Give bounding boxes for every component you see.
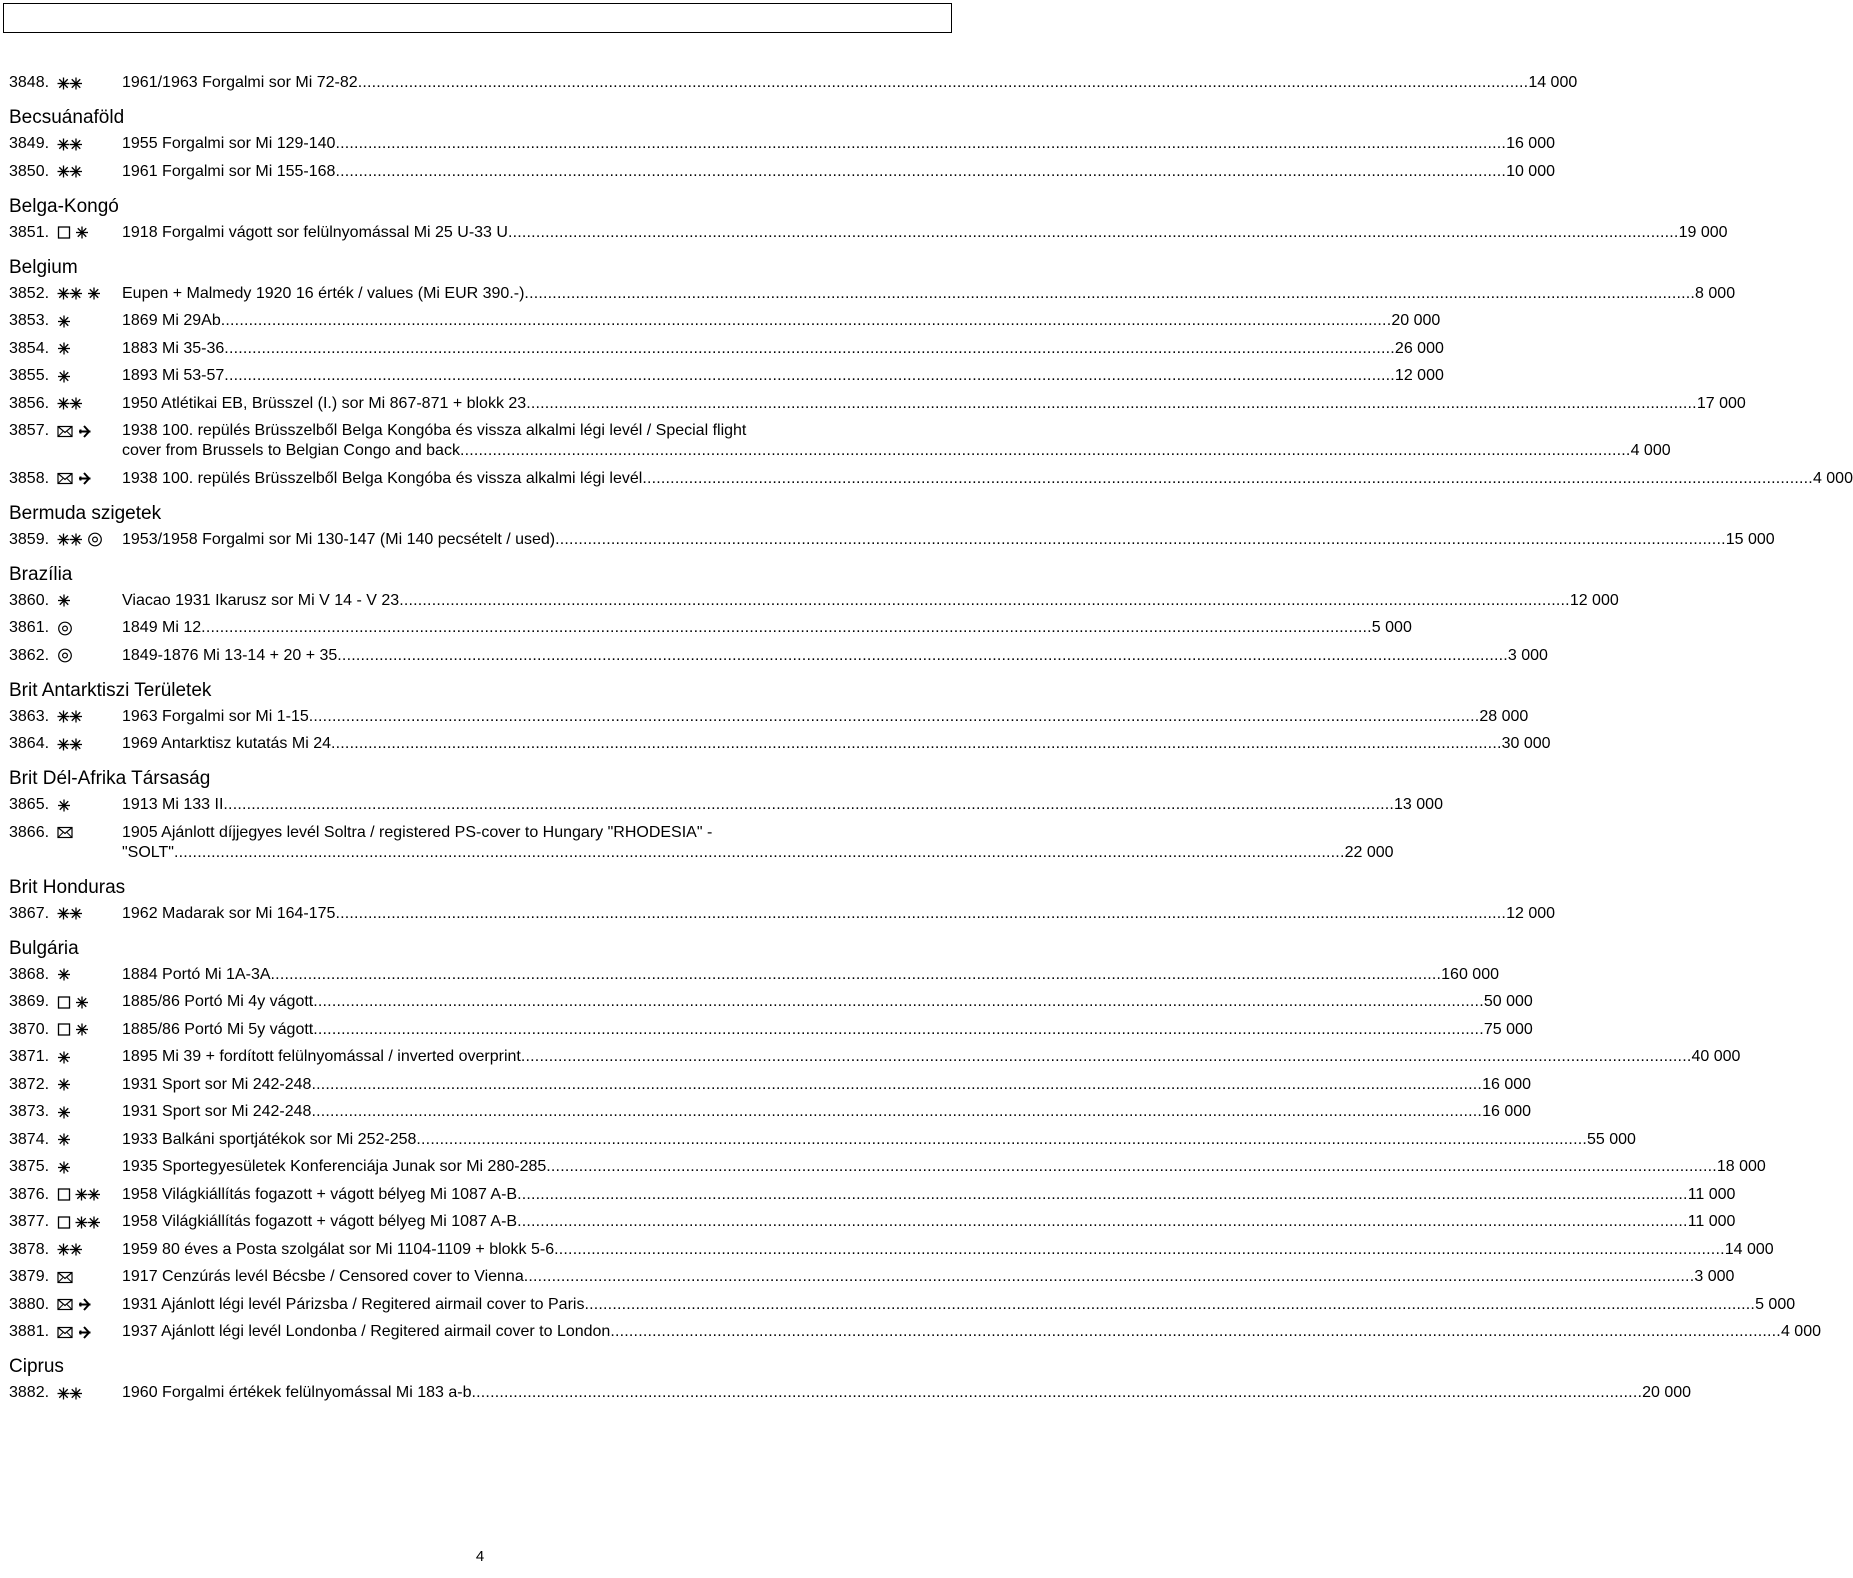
lot-number: 3857. <box>9 422 50 439</box>
lot-number: 3859. <box>9 530 50 548</box>
country-heading: Brazília <box>9 563 73 585</box>
condition-icons <box>57 1020 122 1040</box>
lot-description: 1950 Atlétikai EB, Brüsszel (I.) sor Mi 867-871 + blokk 23 <box>122 394 527 412</box>
dot-leader <box>271 965 1442 985</box>
lot-description: "SOLT" <box>122 843 174 861</box>
lot-price: 30 000 <box>1501 735 1551 752</box>
lot-number: 3870. <box>9 1020 50 1038</box>
condition-icons <box>57 134 122 154</box>
condition-icons <box>57 421 122 441</box>
lot-price: 12 000 <box>1506 904 1556 922</box>
country-heading: Ciprus <box>9 1356 64 1377</box>
lot-price: 26 000 <box>1394 339 1444 357</box>
dot-leader <box>517 1212 1688 1232</box>
mint-hinged-icon <box>75 995 89 1010</box>
condition-icons <box>57 992 122 1012</box>
airmail-icon <box>77 1325 93 1340</box>
lot-entry <box>9 1102 1532 1122</box>
country-heading: Belgium <box>9 256 78 278</box>
lot-price: 20 000 <box>1391 312 1441 329</box>
lot-price: 16 000 <box>1482 1103 1532 1120</box>
lot-entry <box>9 134 1555 154</box>
lot-description: 1958 Világkiállítás fogazott + vágott bélyeg Mi 1087 A-B <box>122 1213 518 1230</box>
lot-number: 3856. <box>9 394 50 412</box>
used-icon <box>87 532 103 547</box>
lot-description: 1895 Mi 39 + fordított felülnyomással / inverted overprint <box>122 1048 521 1065</box>
dot-leader <box>223 795 1394 815</box>
dot-leader <box>311 1075 1482 1095</box>
page-number: 4 <box>475 1548 485 1565</box>
lot-number: 3880. <box>9 1295 50 1313</box>
lot-price: 13 000 <box>1394 796 1443 813</box>
mint-hinged-icon <box>75 225 89 240</box>
mint-never-hinged-icon <box>75 1215 101 1230</box>
imperforate-icon <box>57 1022 71 1037</box>
condition-icons <box>57 646 122 666</box>
lot-entry <box>9 1383 1692 1403</box>
imperforate-icon <box>57 995 71 1010</box>
condition-icons <box>57 1047 122 1067</box>
mint-hinged-icon <box>57 314 71 329</box>
lot-number: 3862. <box>9 646 50 664</box>
lot-number: 3854. <box>9 339 50 357</box>
dot-leader <box>526 394 1697 414</box>
mint-never-hinged-icon <box>57 137 83 152</box>
mint-hinged-icon <box>75 1022 89 1037</box>
lot-description: 1935 Sportegyesületek Konferenciája Junak sor Mi 280-285 <box>122 1158 547 1175</box>
lot-description: 1953/1958 Forgalmi sor Mi 130-147 (Mi 140 pecsételt / used) <box>122 530 556 548</box>
mint-hinged-icon <box>57 1160 71 1175</box>
lot-entry <box>9 1047 1741 1067</box>
lot-entry <box>9 366 1444 386</box>
lot-description: 1931 Sport sor Mi 242-248 <box>122 1075 312 1093</box>
mint-never-hinged-icon <box>57 709 83 724</box>
condition-icons <box>57 394 122 414</box>
lot-price: 10 000 <box>1506 162 1555 180</box>
condition-icons <box>57 1212 122 1232</box>
lot-number: 3863. <box>9 707 50 725</box>
lot-number: 3882. <box>9 1384 50 1401</box>
dot-leader <box>221 311 1392 331</box>
condition-icons <box>57 591 122 611</box>
lot-price: 14 000 <box>1724 1240 1774 1258</box>
dot-leader <box>555 530 1726 550</box>
lot-price: 19 000 <box>1678 223 1728 241</box>
condition-icons <box>57 1322 122 1342</box>
dot-leader <box>610 1322 1781 1342</box>
dot-leader <box>584 1295 1755 1315</box>
condition-icons <box>57 823 122 843</box>
lot-price: 11 000 <box>1687 1185 1736 1203</box>
lot-description: 1849-1876 Mi 13-14 + 20 + 35 <box>122 646 338 664</box>
lot-entry <box>9 1185 1736 1205</box>
condition-icons <box>57 1102 122 1122</box>
condition-icons <box>57 618 122 638</box>
mint-hinged-icon <box>57 1105 71 1120</box>
lot-price: 14 000 <box>1528 74 1578 91</box>
lot-entry <box>9 339 1444 359</box>
lot-description: 1962 Madarak sor Mi 164-175 <box>122 904 336 922</box>
dot-leader <box>508 223 1679 243</box>
airmail-icon <box>77 424 93 439</box>
lot-price: 50 000 <box>1483 993 1533 1010</box>
lot-entry <box>9 591 1619 611</box>
imperforate-icon <box>57 225 71 240</box>
lot-description: 1849 Mi 12 <box>122 619 202 636</box>
lot-entry <box>9 469 1853 489</box>
lot-entry <box>9 1267 1735 1287</box>
lot-description: 1893 Mi 53-57 <box>122 367 225 384</box>
lot-entry <box>9 618 1412 638</box>
airmail-icon <box>77 471 93 486</box>
mint-hinged-icon <box>57 369 71 384</box>
lot-entry <box>9 530 1775 550</box>
dot-leader <box>335 904 1506 924</box>
mint-never-hinged-icon <box>57 532 83 547</box>
dot-leader <box>224 366 1395 386</box>
condition-icons <box>57 223 122 243</box>
condition-icons <box>57 366 122 386</box>
mint-never-hinged-icon <box>57 1242 83 1257</box>
lot-number: 3861. <box>9 619 50 636</box>
lot-price: 40 000 <box>1691 1048 1741 1065</box>
lot-description: 1884 Portó Mi 1A-3A <box>122 965 271 983</box>
lot-entry <box>9 707 1529 727</box>
condition-icons <box>57 965 122 985</box>
header-box <box>3 3 952 33</box>
auction-list <box>9 73 1853 1411</box>
dot-leader <box>524 1267 1695 1287</box>
lot-description: 1885/86 Portó Mi 5y vágott <box>122 1020 314 1038</box>
cover-icon <box>57 424 73 439</box>
dot-leader <box>642 469 1813 489</box>
lot-entry <box>9 965 1499 985</box>
lot-number: 3876. <box>9 1185 50 1203</box>
condition-icons <box>57 1240 122 1260</box>
lot-description: 1883 Mi 35-36 <box>122 339 225 357</box>
lot-entry <box>9 1157 1766 1177</box>
lot-description: 1969 Antarktisz kutatás Mi 24 <box>122 735 331 752</box>
lot-number: 3874. <box>9 1130 50 1148</box>
dot-leader <box>472 1383 1643 1403</box>
lot-price: 28 000 <box>1479 707 1529 725</box>
lot-entry <box>9 1130 1636 1150</box>
lot-entry <box>9 1295 1796 1315</box>
lot-price: 75 000 <box>1483 1020 1533 1038</box>
country-heading: Bulgária <box>9 937 79 959</box>
lot-price: 22 000 <box>1344 843 1394 861</box>
lot-description: 1938 100. repülés Brüsszelből Belga Kongóba és vissza alkalmi légi levél <box>122 469 643 487</box>
lot-number: 3849. <box>9 135 50 152</box>
dot-leader <box>174 843 1345 863</box>
condition-icons <box>57 1295 122 1315</box>
lot-price: 20 000 <box>1642 1384 1692 1401</box>
lot-description: 1869 Mi 29Ab <box>122 312 221 329</box>
condition-icons <box>57 311 122 331</box>
lot-description: 1937 Ajánlott légi levél Londonba / Regitered airmail cover to London <box>122 1323 611 1340</box>
lot-entry <box>9 992 1533 1012</box>
airmail-icon <box>77 1297 93 1312</box>
lot-price: 3 000 <box>1507 646 1548 664</box>
dot-leader <box>337 646 1508 666</box>
lot-number: 3853. <box>9 312 50 329</box>
lot-price: 15 000 <box>1725 530 1775 548</box>
lot-description: 1905 Ajánlott díjjegyes levél Soltra / registered PS-cover to Hungary "RHODESIA" - <box>122 823 713 841</box>
used-icon <box>57 621 73 636</box>
lot-description: Viacao 1931 Ikarusz sor Mi V 14 - V 23 <box>122 591 400 609</box>
cover-icon <box>57 1325 73 1340</box>
imperforate-icon <box>57 1187 71 1202</box>
lot-entry <box>9 904 1556 924</box>
lot-price: 12 000 <box>1394 367 1444 384</box>
lot-description: 1960 Forgalmi értékek felülnyomással Mi 183 a-b <box>122 1384 472 1401</box>
lot-entry <box>9 1075 1532 1095</box>
lot-description: 1938 100. repülés Brüsszelből Belga Kongóba és vissza alkalmi légi levél / Special flight <box>122 422 747 439</box>
dot-leader <box>460 441 1631 461</box>
lot-price: 3 000 <box>1694 1268 1735 1285</box>
lot-description: 1963 Forgalmi sor Mi 1-15 <box>122 707 309 725</box>
condition-icons <box>57 1185 122 1205</box>
dot-leader <box>554 1240 1725 1260</box>
mint-hinged-icon <box>57 1132 71 1147</box>
dot-leader <box>399 591 1570 611</box>
condition-icons <box>57 1157 122 1177</box>
lot-description: 1958 Világkiállítás fogazott + vágott bélyeg Mi 1087 A-B <box>122 1185 518 1203</box>
lot-description: 1933 Balkáni sportjátékok sor Mi 252-258 <box>122 1130 417 1148</box>
dot-leader <box>311 1102 1482 1122</box>
dot-leader <box>358 73 1529 93</box>
lot-number: 3871. <box>9 1048 50 1065</box>
lot-number: 3873. <box>9 1103 50 1120</box>
condition-icons <box>57 1130 122 1150</box>
country-heading: Bermuda szigetek <box>9 502 162 524</box>
dot-leader <box>201 618 1372 638</box>
dot-leader <box>309 707 1480 727</box>
condition-icons <box>57 339 122 359</box>
country-heading: Brit Honduras <box>9 876 126 898</box>
condition-icons <box>57 734 122 754</box>
lot-entry <box>9 1020 1533 1040</box>
used-icon <box>57 648 73 663</box>
lot-description: Eupen + Malmedy 1920 16 érték / values (Mi EUR 390.-) <box>122 284 525 302</box>
lot-number: 3860. <box>9 591 50 609</box>
lot-description: 1955 Forgalmi sor Mi 129-140 <box>122 135 336 152</box>
lot-entry <box>9 311 1441 331</box>
dot-leader <box>416 1130 1587 1150</box>
lot-number: 3865. <box>9 796 50 813</box>
condition-icons <box>57 162 122 182</box>
lot-entry <box>9 823 1394 863</box>
mint-hinged-icon <box>57 341 71 356</box>
dot-leader <box>517 1185 1688 1205</box>
lot-description: 1885/86 Portó Mi 4y vágott <box>122 993 314 1010</box>
dot-leader <box>521 1047 1692 1067</box>
lot-entry <box>9 73 1578 93</box>
lot-description: 1961/1963 Forgalmi sor Mi 72-82 <box>122 74 358 91</box>
condition-icons <box>57 284 122 304</box>
lot-number: 3855. <box>9 367 50 384</box>
dot-leader <box>546 1157 1717 1177</box>
dot-leader <box>224 339 1395 359</box>
lot-entry <box>9 284 1736 304</box>
lot-number: 3879. <box>9 1268 50 1285</box>
lot-number: 3867. <box>9 904 50 922</box>
lot-price: 5 000 <box>1371 619 1412 636</box>
lot-entry <box>9 795 1443 815</box>
mint-hinged-icon <box>57 593 71 608</box>
lot-number: 3868. <box>9 965 50 983</box>
mint-never-hinged-icon <box>57 76 83 91</box>
country-heading: Brit Antarktiszi Területek <box>9 679 212 701</box>
lot-price: 17 000 <box>1696 394 1746 412</box>
dot-leader <box>335 162 1506 182</box>
condition-icons <box>57 530 122 550</box>
mint-never-hinged-icon <box>57 164 83 179</box>
condition-icons <box>57 1075 122 1095</box>
mint-hinged-icon <box>57 1050 71 1065</box>
lot-description: 1917 Cenzúrás levél Bécsbe / Censored cover to Vienna <box>122 1268 524 1285</box>
lot-price: 160 000 <box>1441 965 1499 983</box>
lot-price: 55 000 <box>1587 1130 1636 1148</box>
mint-never-hinged-icon <box>57 286 83 301</box>
lot-entry <box>9 394 1746 414</box>
lot-number: 3866. <box>9 823 50 841</box>
condition-icons <box>57 1267 122 1287</box>
dot-leader <box>313 992 1484 1012</box>
cover-icon <box>57 1297 73 1312</box>
country-heading: Becsuánaföld <box>9 107 125 128</box>
lot-price: 4 000 <box>1812 469 1853 487</box>
lot-entry <box>9 734 1551 754</box>
condition-icons <box>57 795 122 815</box>
mint-never-hinged-icon <box>57 396 83 411</box>
mint-never-hinged-icon <box>57 1386 83 1401</box>
dot-leader <box>335 134 1506 154</box>
lot-price: 16 000 <box>1506 135 1555 152</box>
lot-number: 3875. <box>9 1158 50 1175</box>
lot-entry <box>9 1322 1821 1342</box>
lot-entry <box>9 223 1728 243</box>
condition-icons <box>57 469 122 489</box>
cover-icon <box>57 471 73 486</box>
lot-number: 3848. <box>9 74 50 91</box>
lot-entry <box>9 646 1548 666</box>
lot-price: 4 000 <box>1780 1323 1821 1340</box>
lot-entry <box>9 1212 1736 1232</box>
mint-never-hinged-icon <box>57 906 83 921</box>
lot-entry <box>9 1240 1774 1260</box>
dot-leader <box>331 734 1502 754</box>
condition-icons <box>57 73 122 93</box>
lot-number: 3858. <box>9 469 50 487</box>
lot-entry <box>9 162 1555 182</box>
lot-description: 1959 80 éves a Posta szolgálat sor Mi 1104-1109 + blokk 5-6 <box>122 1240 555 1258</box>
mint-never-hinged-icon <box>75 1187 101 1202</box>
lot-price: 5 000 <box>1755 1295 1796 1313</box>
mint-hinged-icon <box>87 286 101 301</box>
mint-hinged-icon <box>57 1077 71 1092</box>
dot-leader <box>524 284 1695 304</box>
lot-number: 3878. <box>9 1240 50 1258</box>
lot-entry <box>9 421 1671 461</box>
lot-price: 16 000 <box>1482 1075 1532 1093</box>
lot-description: 1931 Ajánlott légi levél Párizsba / Regitered airmail cover to Paris <box>122 1295 585 1313</box>
condition-icons <box>57 1383 122 1403</box>
dot-leader <box>313 1020 1484 1040</box>
imperforate-icon <box>57 1215 71 1230</box>
lot-number: 3852. <box>9 284 50 302</box>
lot-description: 1961 Forgalmi sor Mi 155-168 <box>122 162 336 180</box>
lot-number: 3881. <box>9 1323 50 1340</box>
lot-price: 11 000 <box>1687 1213 1736 1230</box>
lot-price: 12 000 <box>1569 591 1619 609</box>
lot-number: 3869. <box>9 993 50 1010</box>
cover-icon <box>57 1270 73 1285</box>
lot-number: 3872. <box>9 1075 50 1093</box>
lot-description: cover from Brussels to Belgian Congo and back <box>122 442 460 459</box>
lot-number: 3864. <box>9 735 50 752</box>
country-heading: Belga-Kongó <box>9 195 119 217</box>
condition-icons <box>57 707 122 727</box>
lot-price: 8 000 <box>1695 284 1736 302</box>
lot-number: 3851. <box>9 223 50 241</box>
lot-price: 18 000 <box>1716 1158 1766 1175</box>
lot-description: 1931 Sport sor Mi 242-248 <box>122 1103 312 1120</box>
mint-hinged-icon <box>57 967 71 982</box>
lot-description: 1918 Forgalmi vágott sor felülnyomással Mi 25 U-33 U <box>122 223 508 241</box>
lot-description: 1913 Mi 133 II <box>122 796 224 813</box>
lot-number: 3877. <box>9 1213 50 1230</box>
mint-hinged-icon <box>57 798 71 813</box>
cover-icon <box>57 825 73 840</box>
condition-icons <box>57 904 122 924</box>
lot-price: 4 000 <box>1630 442 1671 459</box>
lot-number: 3850. <box>9 162 50 180</box>
mint-never-hinged-icon <box>57 737 83 752</box>
country-heading: Brit Dél-Afrika Társaság <box>9 768 211 789</box>
